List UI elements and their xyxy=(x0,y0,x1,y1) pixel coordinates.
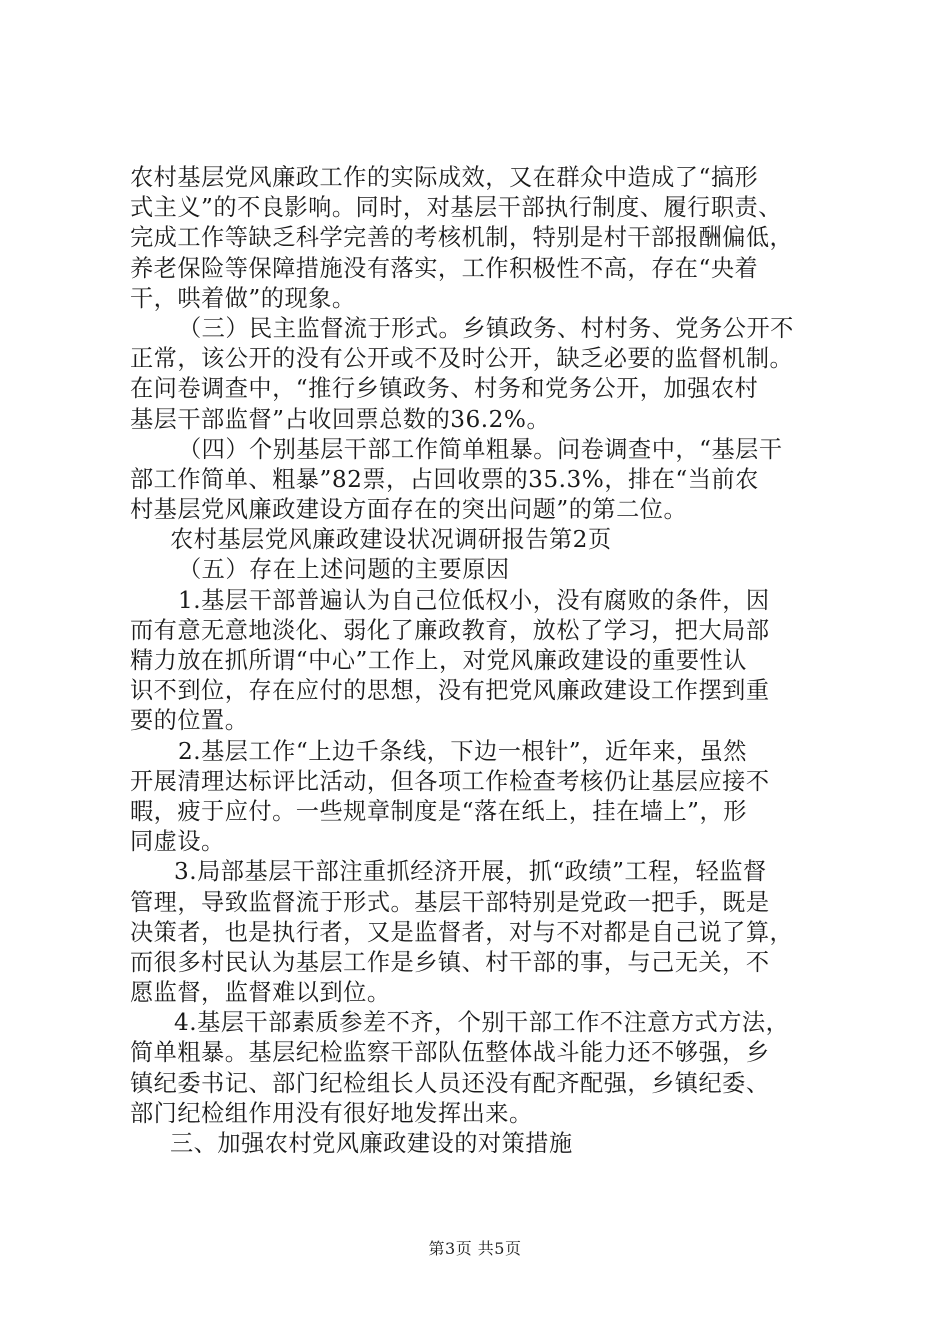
text-line: 镇纪委书记、部门纪检组长人员还没有配齐配强，乡镇纪委、 xyxy=(130,1069,770,1097)
text-line: 干，哄着做”的现象。 xyxy=(130,284,356,312)
text-line: 愿监督，监督难以到位。 xyxy=(130,979,391,1007)
text-line: 简单粗暴。基层纪检监察干部队伍整体战斗能力还不够强，乡 xyxy=(130,1039,770,1067)
text-line: 3.局部基层干部注重抓经济开展，抓“政绩”工程，轻监督 xyxy=(174,858,767,886)
text-line: 养老保险等保障措施没有落实，工作积极性不高，存在“央着 xyxy=(130,254,759,282)
text-line: 在问卷调查中，“推行乡镇政务、村务和党务公开，加强农村 xyxy=(130,375,759,403)
text-line: 完成工作等缺乏科学完善的考核机制，特别是村干部报酬偏低， xyxy=(130,224,794,252)
document-body xyxy=(130,163,852,1159)
text-line: 部工作简单、粗暴”82票，占回收票的35.3%，排在“当前农 xyxy=(130,465,759,493)
text-line: 精力放在抓所谓“中心”工作上，对党风廉政建设的重要性认 xyxy=(130,647,747,674)
text-line: 农村基层党风廉政建设状况调研报告第2页 xyxy=(170,526,612,554)
text-line: 部门纪检组作用没有很好地发挥出来。 xyxy=(130,1099,533,1127)
text-line: （五）存在上述问题的主要原因 xyxy=(178,556,510,584)
text-line: 决策者，也是执行者，又是监督者，对与不对都是自己说了算， xyxy=(130,918,794,946)
text-line: 三、加强农村党风廉政建设的对策措施 xyxy=(170,1130,573,1157)
text-line: 基层干部监督”占收回票总数的36.2%。 xyxy=(130,405,551,433)
page-footer: 第3页 共5页 xyxy=(428,1239,522,1258)
text-line: 村基层党风廉政建设方面存在的突出问题”的第二位。 xyxy=(130,496,688,524)
text-line: 开展清理达标评比活动，但各项工作检查考核仍让基层应接不 xyxy=(130,767,770,795)
text-line: 管理，导致监督流于形式。基层干部特别是党政一把手，既是 xyxy=(130,888,770,916)
text-line: 要的位置。 xyxy=(130,707,249,735)
text-line: 2.基层工作“上边千条线，下边一根针”，近年来，虽然 xyxy=(178,737,747,765)
text-line: 识不到位，存在应付的思想，没有把党风廉政建设工作摆到重 xyxy=(130,677,770,705)
text-line: 正常，该公开的没有公开或不及时公开，缺乏必要的监督机制。 xyxy=(130,345,794,373)
text-line: 农村基层党风廉政工作的实际成效，又在群众中造成了“搞形 xyxy=(130,164,759,191)
text-line: 而有意无意地淡化、弱化了廉政教育，放松了学习，把大局部 xyxy=(130,616,770,644)
text-line: 同虚设。 xyxy=(130,828,225,856)
text-line: （四）个别基层干部工作简单粗暴。问卷调查中，“基层干 xyxy=(178,435,783,463)
text-line: （三）民主监督流于形式。乡镇政务、村村务、党务公开不 xyxy=(178,314,794,342)
text-line: 而很多村民认为基层工作是乡镇、村干部的事，与己无关，不 xyxy=(130,948,770,976)
text-line: 暇，疲于应付。一些规章制度是“落在纸上，挂在墙上”，形 xyxy=(130,797,747,825)
text-line: 式主义”的不良影响。同时，对基层干部执行制度、履行职责、 xyxy=(130,194,782,222)
text-line: 4.基层干部素质参差不齐，个别干部工作不注意方式方法， xyxy=(174,1009,790,1037)
text-line: 1.基层干部普遍认为自己位低权小，没有腐败的条件，因 xyxy=(178,586,770,614)
